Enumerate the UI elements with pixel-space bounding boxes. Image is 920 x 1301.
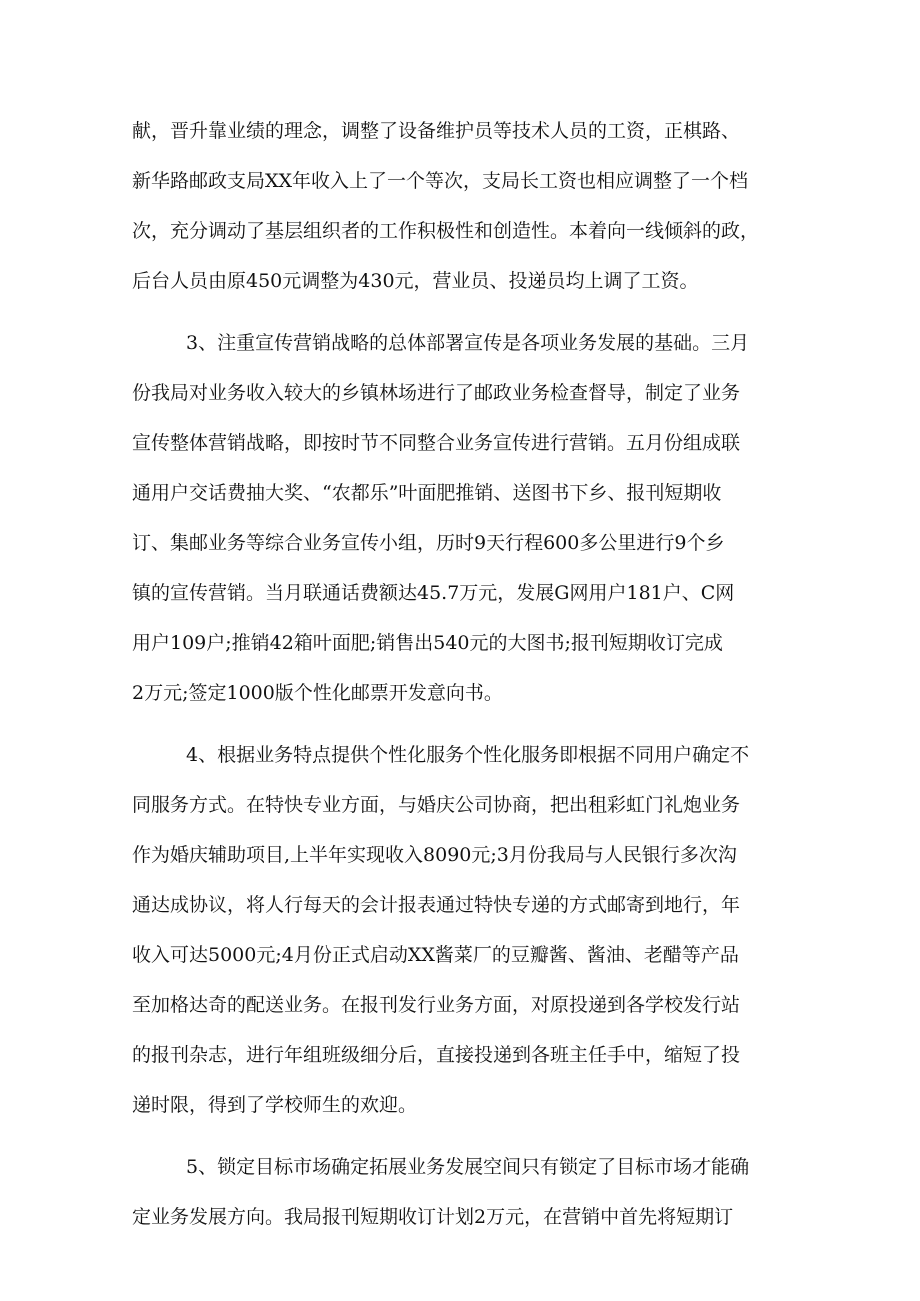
text-line: 通达成协议，将人行每天的会计报表通过特快专递的方式邮寄到地行，年 — [132, 894, 741, 916]
text-line: 通用户交话费抽大奖、“农都乐”叶面肥推销、送图书下乡、报刊短期收 — [132, 482, 722, 504]
text-line: 订、集邮业务等综合业务宣传小组，历时9天行程600多公里进行9个乡 — [132, 532, 725, 554]
text-line: 后台人员由原450元调整为430元，营业员、投递员均上调了工资。 — [132, 270, 699, 292]
text-line: 的报刊杂志，进行年组班级细分后，直接投递到各班主任手中，缩短了投 — [132, 1044, 741, 1066]
text-line: 递时限，得到了学校师生的欢迎。 — [132, 1094, 418, 1116]
text-line: 新华路邮政支局XX年收入上了一个等次，支局长工资也相应调整了一个档 — [132, 170, 749, 192]
text-line: 定业务发展方向。我局报刊短期收订计划2万元，在营销中首先将短期订 — [132, 1206, 734, 1228]
text-line: 镇的宣传营销。当月联通话费额达45.7万元，发展G网用户181户、C网 — [132, 582, 735, 604]
text-line: 收入可达5000元;4月份正式启动XX酱菜厂的豆瓣酱、酱油、老醋等产品 — [132, 944, 739, 966]
text-line: 3、注重宣传营销战略的总体部署宣传是各项业务发展的基础。三月 — [186, 332, 750, 354]
text-line: 2万元;签定1000版个性化邮票开发意向书。 — [132, 682, 503, 704]
text-line: 同服务方式。在特快专业方面，与婚庆公司协商，把出租彩虹门礼炮业务 — [132, 794, 741, 816]
text-line: 4、根据业务特点提供个性化服务个性化服务即根据不同用户确定不 — [186, 744, 750, 766]
text-line: 献，晋升靠业绩的理念，调整了设备维护员等技术人员的工资，正棋路、 — [132, 120, 741, 142]
text-line: 作为婚庆辅助项目,上半年实现收入8090元;3月份我局与人民银行多次沟 — [132, 844, 737, 866]
text-line: 份我局对业务收入较大的乡镇林场进行了邮政业务检查督导，制定了业务 — [132, 382, 741, 404]
text-line: 5、锁定目标市场确定拓展业务发展空间只有锁定了目标市场才能确 — [186, 1156, 750, 1178]
text-line: 宣传整体营销战略，即按时节不同整合业务宣传进行营销。五月份组成联 — [132, 432, 741, 454]
text-line: 用户109户;推销42箱叶面肥;销售出540元的大图书;报刊短期收订完成 — [132, 632, 723, 654]
text-line: 次，充分调动了基层组织者的工作积极性和创造性。本着向一线倾斜的政， — [132, 220, 760, 242]
text-line: 至加格达奇的配送业务。在报刊发行业务方面，对原投递到各学校发行站 — [132, 994, 741, 1016]
